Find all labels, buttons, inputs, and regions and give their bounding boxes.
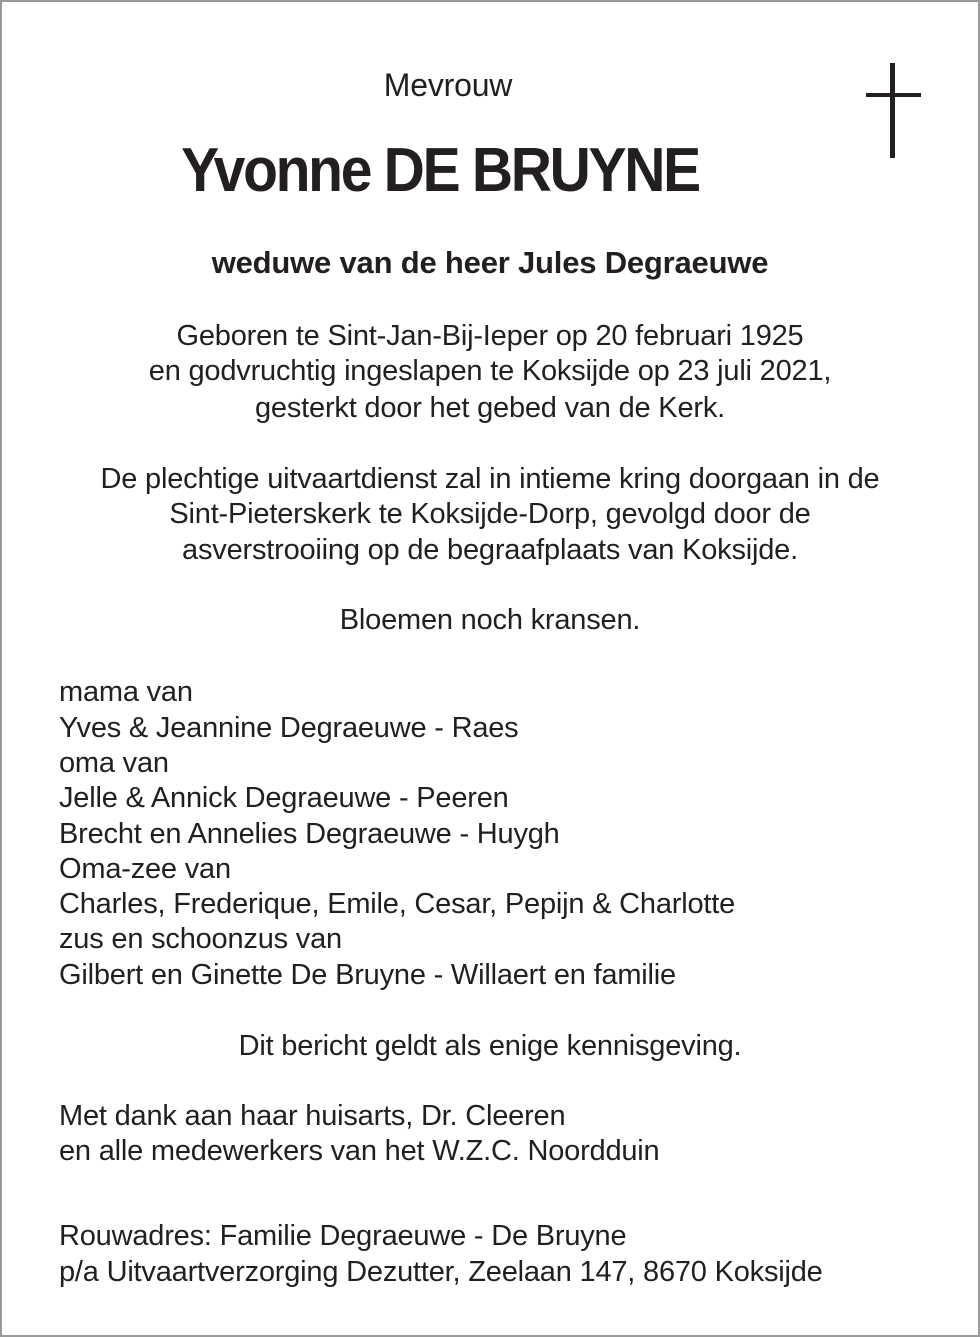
deceased-name: Yvonne DE BRUYNE [181, 136, 699, 205]
family-line: Charles, Frederique, Emile, Cesar, Pepijn & Charlotte [59, 888, 736, 920]
family-line: zus en schoonzus van [59, 923, 342, 955]
death-line: en godvruchtig ingeslapen te Koksijde op 23 juli 2021, [148, 355, 832, 387]
family-line: Jelle & Annick Degraeuwe - Peeren [59, 782, 509, 814]
family-line: Oma-zee van [59, 853, 231, 885]
notice-line: Dit bericht geldt als enige kennisgeving. [238, 1030, 742, 1062]
ceremony-line-2: Sint-Pieterskerk te Koksijde-Dorp, gevolgd door de [169, 498, 811, 530]
family-line: oma van [59, 747, 169, 779]
family-line: Brecht en Annelies Degraeuwe - Huygh [59, 818, 560, 850]
cross-horizontal-bar [866, 93, 921, 97]
ceremony-line-3: asverstrooiing op de begraafplaats van Koksijde. [182, 534, 798, 566]
thanks-line-1: Met dank aan haar huisarts, Dr. Cleeren [59, 1100, 566, 1132]
thanks-line-2: en alle medewerkers van het W.Z.C. Noordduin [59, 1135, 660, 1167]
flowers-note: Bloemen noch kransen. [339, 604, 641, 636]
widow-of-line: weduwe van de heer Jules Degraeuwe [211, 245, 769, 280]
church-blessing-line: gesterkt door het gebed van de Kerk. [255, 392, 725, 424]
family-line: Gilbert en Ginette De Bruyne - Willaert en familie [59, 959, 676, 991]
family-line: Yves & Jeannine Degraeuwe - Raes [59, 712, 519, 744]
cross-vertical-bar [890, 63, 895, 158]
family-line: mama van [59, 676, 193, 708]
mourning-address-line-2: p/a Uitvaartverzorging Dezutter, Zeelaan 147, 8670 Koksijde [59, 1256, 823, 1288]
mourning-address-line-1: Rouwadres: Familie Degraeuwe - De Bruyne [59, 1220, 627, 1252]
ceremony-line-1: De plechtige uitvaartdienst zal in intieme kring doorgaan in de [100, 463, 880, 495]
salutation: Mevrouw [383, 67, 513, 103]
birth-line-1: Geboren te Sint-Jan-Bij-Ieper op 20 februari 1925 [176, 320, 804, 352]
latin-cross-icon [866, 63, 921, 158]
